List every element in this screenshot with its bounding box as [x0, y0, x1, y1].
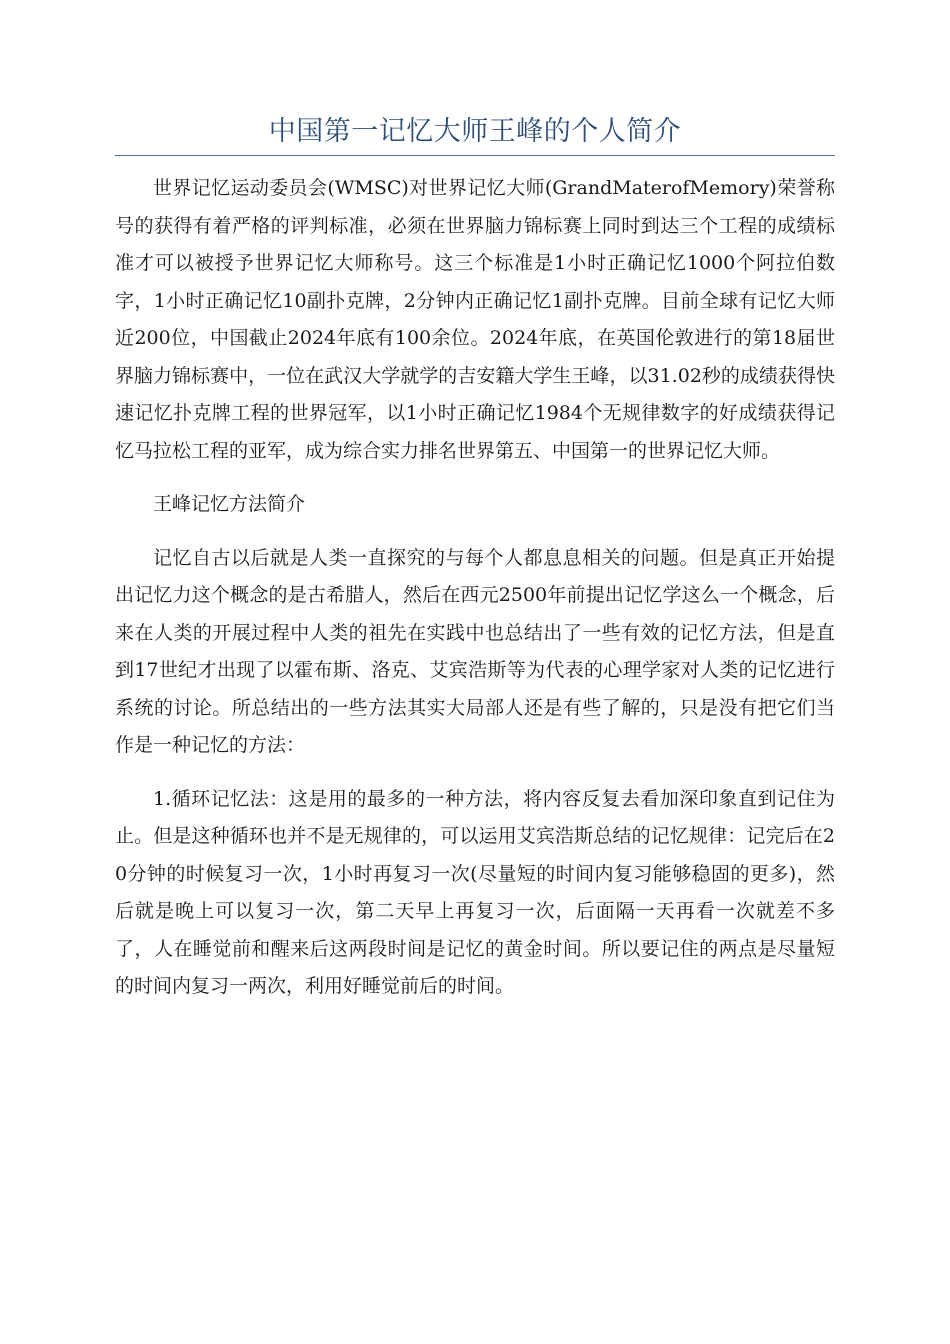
title-underline [115, 155, 835, 156]
document-title: 中国第一记忆大师王峰的个人简介 [268, 116, 682, 147]
document-body [115, 170, 835, 1022]
paragraph-cyclic-memory-method: 1.循环记忆法：这是用的最多的一种方法，将内容反复去看加深印象直到记住为止。但是这种循环也并不是无规律的，可以运用艾宾浩斯总结的记忆规律：记完后在20分钟的时候复习一次，1小时再复习一次(尽量短的时间内复习能够稳固的更多)，然后就是晚上可以复习一次，第二天早上再复习一次，后面隔一天再看一次就差不多了，人在睡觉前和醒来后这两段时间是记忆的黄金时间。所以要记住的两点是尽量短的时间内复习一两次，利用好睡觉前后的时间。 [115, 787, 835, 997]
paragraph-wmsc-intro: 世界记忆运动委员会(WMSC)对世界记忆大师(GrandMaterofMemory)荣誉称号的获得有着严格的评判标准，必须在世界脑力锦标赛上同时到达三个工程的成绩标准才可以被授予世界记忆大师称号。这三个标准是1小时正确记忆1000个阿拉伯数字，1小时正确记忆10副扑克牌，2分钟内正确记忆1副扑克牌。目前全球有记忆大师近200位，中国截止2024年底有100余位。2024年底，在英国伦敦进行的第18届世界脑力锦标赛中，一位在武汉大学就学的吉安籍大学生王峰，以31.02秒的成绩获得快速记忆扑克牌工程的世界冠军，以1小时正确记忆1984个无规律数字的好成绩获得记忆马拉松工程的亚军，成为综合实力排名世界第五、中国第一的世界记忆大师。 [115, 177, 835, 462]
paragraph-memory-history: 记忆自古以后就是人类一直探究的与每个人都息息相关的问题。但是真正开始提出记忆力这个概念的是古希腊人，然后在西元2500年前提出记忆学这么一个概念，后来在人类的开展过程中人类的祖先在实践中也总结出了一些有效的记忆方法，但是直到17世纪才出现了以霍布斯、洛克、艾宾浩斯等为代表的心理学家对人类的记忆进行系统的讨论。所总结出的一些方法其实大局部人还是有些了解的，只是没有把它们当作是一种记忆的方法： [115, 546, 835, 756]
section-heading-memory-methods: 王峰记忆方法简介 [153, 493, 306, 515]
